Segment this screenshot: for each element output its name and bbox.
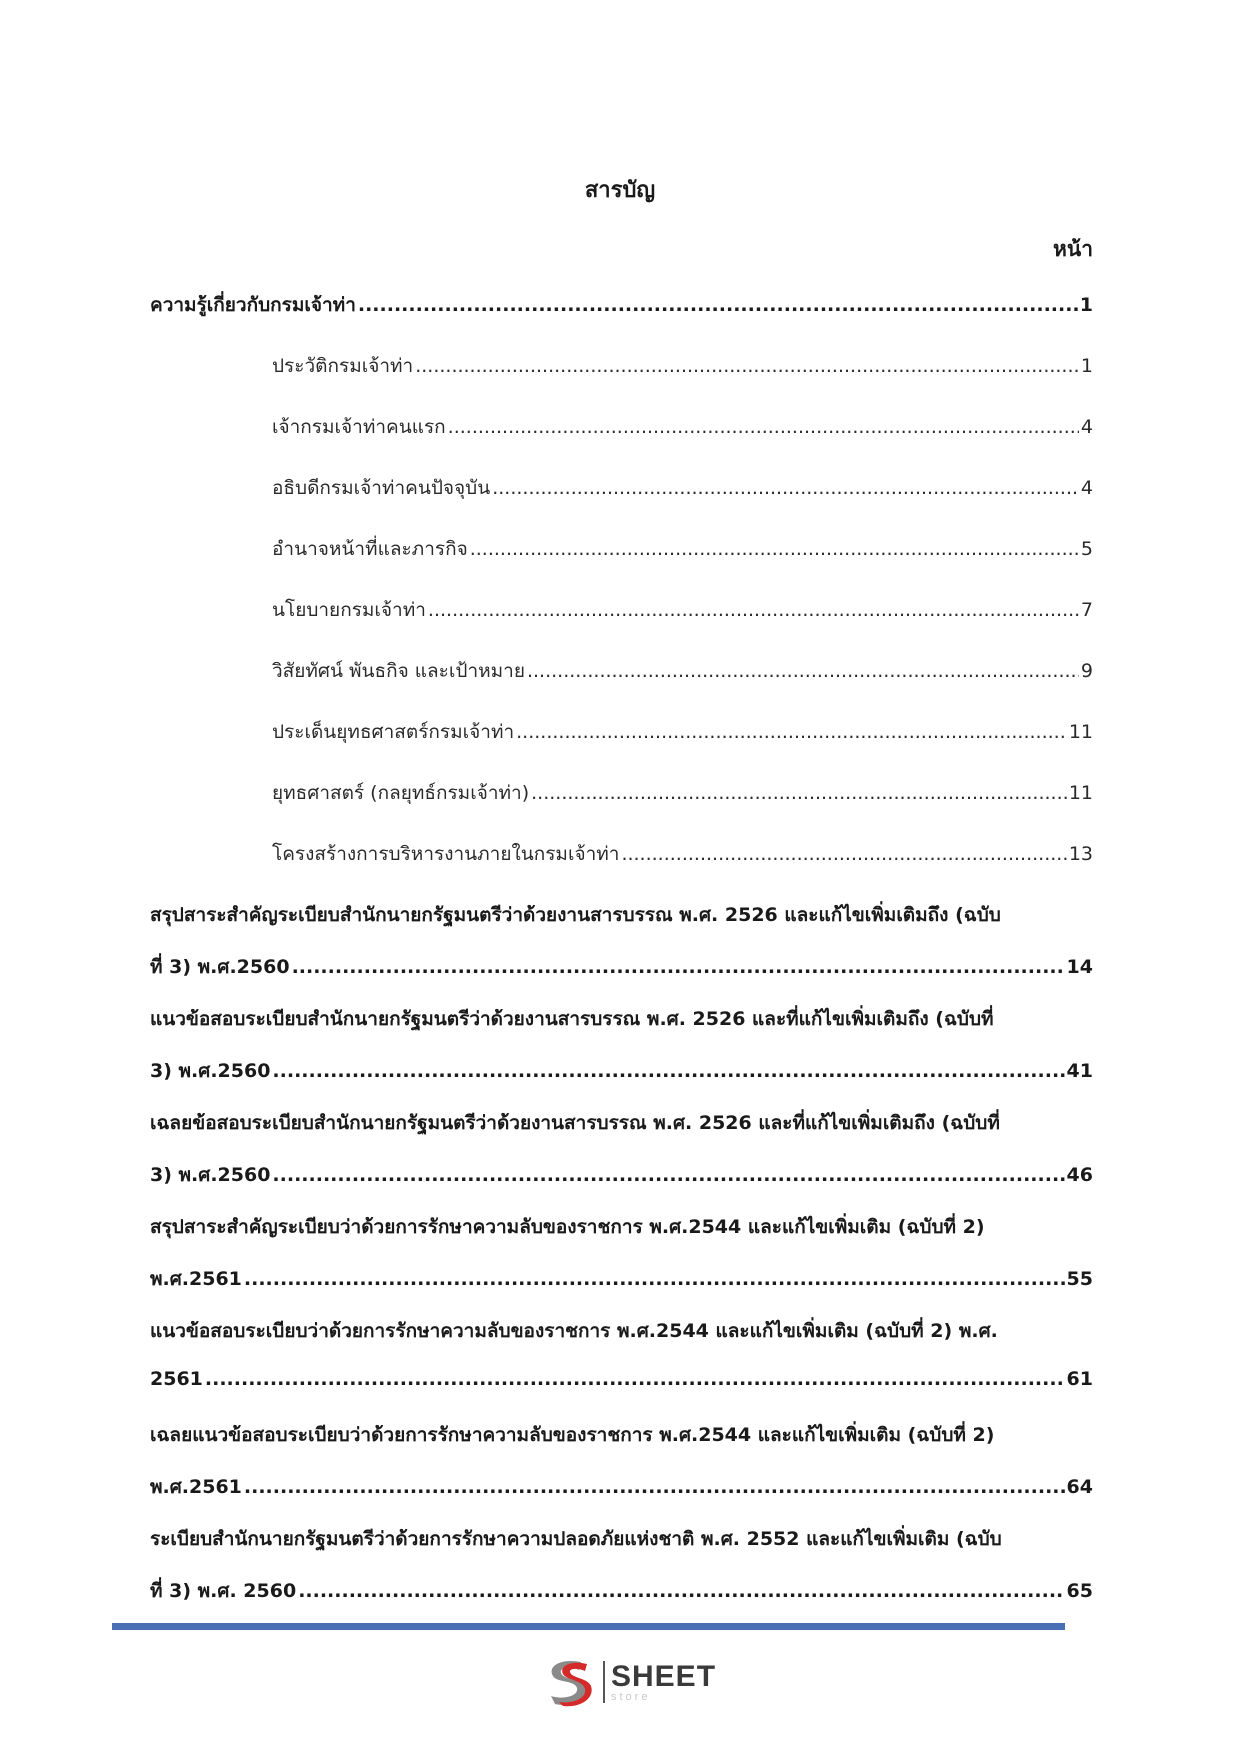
toc-entry-label: ความรู้เกี่ยวกับกรมเจ้าท่า <box>150 294 356 316</box>
toc-entry-page: 9 <box>1080 660 1093 682</box>
dot-leader <box>448 416 1079 438</box>
toc-entry-label: เฉลยข้อสอบระเบียบสำนักนายกรัฐมนตรีว่าด้วยงานสารบรรณ พ.ศ. 2526 และที่แก้ไขเพิ่มเติมถึง (ฉบับที่ <box>150 1112 1000 1134</box>
toc-entry-label-cont: ที่ 3) พ.ศ.2560 <box>150 956 290 978</box>
toc-entry-sub[interactable] <box>150 717 1093 778</box>
dot-leader <box>244 1268 1065 1290</box>
dot-leader <box>292 956 1065 978</box>
toc-entry-page: 14 <box>1066 956 1093 978</box>
toc-entry-page: 7 <box>1080 599 1093 621</box>
dot-leader <box>415 355 1079 377</box>
toc-entry-label-cont: ที่ 3) พ.ศ. 2560 <box>150 1580 297 1602</box>
logo-subtext: store <box>611 1690 651 1703</box>
sheet-logo-icon <box>541 1656 597 1708</box>
toc-entry-page: 55 <box>1066 1268 1093 1290</box>
toc-entry-main[interactable] <box>150 1316 1093 1420</box>
dot-leader <box>470 538 1079 560</box>
dot-leader <box>516 721 1067 743</box>
toc-entry-label-cont: 2561 <box>150 1368 203 1390</box>
toc-entry-label: แนวข้อสอบระเบียบว่าด้วยการรักษาความลับของราชการ พ.ศ.2544 และแก้ไขเพิ่มเติม (ฉบับที่ 2) พ.ศ. <box>150 1320 998 1342</box>
toc-entry-label: สรุปสาระสำคัญระเบียบว่าด้วยการรักษาความลับของราชการ พ.ศ.2544 และแก้ไขเพิ่มเติม (ฉบับที่ 2) <box>150 1216 985 1238</box>
toc-entry-label: ประเด็นยุทธศาสตร์กรมเจ้าท่า <box>272 721 515 743</box>
toc-entry-label: ประวัติกรมเจ้าท่า <box>272 355 414 377</box>
toc-entry-main[interactable] <box>150 1108 1093 1212</box>
toc-entry-page: 41 <box>1066 1060 1093 1082</box>
footer-rule <box>112 1623 1065 1630</box>
toc-entry-page: 1 <box>1079 294 1093 316</box>
dot-leader <box>272 1060 1064 1082</box>
dot-leader <box>298 1580 1064 1602</box>
toc-entry-page: 11 <box>1068 782 1093 804</box>
sheet-store-logo <box>541 1656 716 1708</box>
toc-entry-main[interactable] <box>150 1420 1093 1524</box>
toc-entry-page: 11 <box>1068 721 1093 743</box>
toc-entry-sub[interactable] <box>150 412 1093 473</box>
toc-entry-label: อธิบดีกรมเจ้าท่าคนปัจจุบัน <box>272 477 491 499</box>
toc-entry-label-cont: พ.ศ.2561 <box>150 1268 242 1290</box>
toc-entry-label: สรุปสาระสำคัญระเบียบสำนักนายกรัฐมนตรีว่าด้วยงานสารบรรณ พ.ศ. 2526 และแก้ไขเพิ่มเติมถึง (ฉบับ <box>150 904 1001 926</box>
logo-wordmark: SHEET <box>611 1659 717 1693</box>
logo-separator <box>603 1661 605 1703</box>
toc-entry-page: 13 <box>1068 843 1093 865</box>
toc-entry-label: ยุทธศาสตร์ (กลยุทธ์กรมเจ้าท่า) <box>272 782 530 804</box>
toc-entry-label: ระเบียบสำนักนายกรัฐมนตรีว่าด้วยการรักษาความปลอดภัยแห่งชาติ พ.ศ. 2552 และแก้ไขเพิ่มเติม (ฉบับ <box>150 1528 1002 1550</box>
dot-leader <box>531 782 1067 804</box>
toc-entry-label: วิสัยทัศน์ พันธกิจ และเป้าหมาย <box>272 660 525 682</box>
toc-entry-label-cont: 3) พ.ศ.2560 <box>150 1164 271 1186</box>
toc-entry-label-cont: 3) พ.ศ.2560 <box>150 1060 271 1082</box>
toc-entry-main[interactable] <box>150 290 1093 351</box>
toc-entry-main[interactable] <box>150 1212 1093 1316</box>
toc-entry-label: อำนาจหน้าที่และภารกิจ <box>272 538 468 560</box>
dot-leader <box>358 294 1078 316</box>
toc-entry-label: แนวข้อสอบระเบียบสำนักนายกรัฐมนตรีว่าด้วยงานสารบรรณ พ.ศ. 2526 และที่แก้ไขเพิ่มเติมถึง (ฉบับที่ <box>150 1008 994 1030</box>
toc-entry-main[interactable] <box>150 1524 1093 1628</box>
toc-entry-page: 4 <box>1080 477 1093 499</box>
toc-entry-page: 65 <box>1066 1580 1093 1602</box>
toc-entry-sub[interactable] <box>150 656 1093 717</box>
toc-entry-label: นโยบายกรมเจ้าท่า <box>272 599 426 621</box>
toc-entry-sub[interactable] <box>150 839 1093 900</box>
toc-entry-page: 61 <box>1066 1368 1093 1390</box>
dot-leader <box>244 1476 1065 1498</box>
dot-leader <box>428 599 1079 621</box>
toc-entry-sub[interactable] <box>150 534 1093 595</box>
toc-entry-label: โครงสร้างการบริหารงานภายในกรมเจ้าท่า <box>272 843 620 865</box>
toc-entry-sub[interactable] <box>150 351 1093 412</box>
page-column-header: หน้า <box>1053 237 1093 261</box>
dot-leader <box>205 1368 1065 1390</box>
toc-entry-page: 46 <box>1066 1164 1093 1186</box>
toc-entry-main[interactable] <box>150 1004 1093 1108</box>
table-of-contents <box>150 290 1093 1628</box>
dot-leader <box>492 477 1079 499</box>
toc-entry-page: 4 <box>1080 416 1093 438</box>
toc-entry-page: 5 <box>1080 538 1093 560</box>
toc-entry-page: 1 <box>1080 355 1093 377</box>
toc-entry-label: เฉลยแนวข้อสอบระเบียบว่าด้วยการรักษาความลับของราชการ พ.ศ.2544 และแก้ไขเพิ่มเติม (ฉบับที่ 2) <box>150 1424 995 1446</box>
dot-leader <box>272 1164 1064 1186</box>
toc-entry-label: เจ้ากรมเจ้าท่าคนแรก <box>272 416 446 438</box>
toc-entry-label-cont: พ.ศ.2561 <box>150 1476 242 1498</box>
toc-entry-sub[interactable] <box>150 595 1093 656</box>
toc-entry-main[interactable] <box>150 900 1093 1004</box>
page-title: สารบัญ <box>584 178 656 203</box>
toc-entry-page: 64 <box>1066 1476 1093 1498</box>
dot-leader <box>527 660 1079 682</box>
toc-entry-sub[interactable] <box>150 778 1093 839</box>
toc-entry-sub[interactable] <box>150 473 1093 534</box>
dot-leader <box>621 843 1066 865</box>
